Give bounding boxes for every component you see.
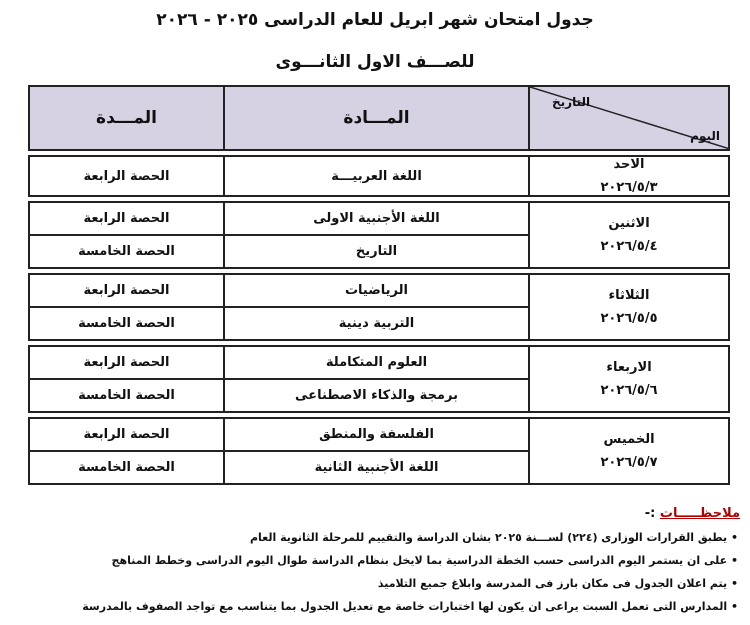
duration-cell: الحصة الخامسة (29, 235, 224, 268)
day-date: ٢٠٢٦/٥/٥ (600, 311, 658, 326)
duration-cell: الحصة الرابعة (29, 274, 224, 307)
day-cell (529, 418, 729, 484)
subject-header: المـــادة (224, 86, 529, 150)
day-name: الاثنين (608, 216, 650, 231)
subject-cell: التاريخ (224, 235, 529, 268)
subject-cell: اللغة الأجنبية الثانية (224, 451, 529, 484)
subject-cell: اللغة الأجنبية الاولى (224, 202, 529, 235)
schedule-body (29, 150, 729, 484)
day-date: ٢٠٢٦/٥/٧ (600, 455, 658, 470)
duration-cell: الحصة الرابعة (29, 346, 224, 379)
day-name: الثلاثاء (608, 288, 650, 303)
day-date: ٢٠٢٦/٥/٤ (600, 239, 658, 254)
table-row (29, 418, 729, 451)
day-date: ٢٠٢٦/٥/٦ (600, 383, 658, 398)
day-cell (529, 202, 729, 268)
notes-list (18, 526, 738, 618)
table-row (29, 274, 729, 307)
day-cell (529, 274, 729, 340)
duration-cell: الحصة الخامسة (29, 451, 224, 484)
note-item: • يتم اعلان الجدول فى مكان بارز فى المدرسة وابلاغ جميع التلاميذ (18, 572, 738, 595)
notes-title-suffix: :- (644, 506, 660, 521)
subject-cell: الفلسفة والمنطق (224, 418, 529, 451)
note-item: • المدارس التى تعمل السبت يراعى ان يكون لها اختبارات خاصة مع تعديل الجدول بما يتناسب مع تواجد الصفوف بالمدرسة (18, 595, 738, 618)
day-name: الاحد (613, 157, 645, 172)
notes-heading (645, 506, 740, 521)
day-cell (529, 156, 729, 196)
table-row (29, 156, 729, 196)
table-row (29, 346, 729, 379)
table-row (29, 202, 729, 235)
table-header-row (29, 86, 729, 150)
subject-cell: برمجة والذكاء الاصطناعى (224, 379, 529, 412)
page-subtitle: للصـــف الاول الثانـــوى (275, 52, 475, 72)
subject-cell: الرياضيات (224, 274, 529, 307)
duration-cell: الحصة الرابعة (29, 202, 224, 235)
date-day-header (529, 86, 729, 150)
duration-cell: الحصة الرابعة (29, 156, 224, 196)
day-name: الخميس (603, 432, 655, 447)
day-cell (529, 346, 729, 412)
day-name: الاربعاء (606, 360, 652, 375)
notes-title: ملاحظـــــات (659, 506, 740, 521)
note-item: • على ان يستمر اليوم الدراسى حسب الخطة الدراسية بما لايخل بنظام الدراسة طوال اليوم الدراسى وخطط المناهج (18, 549, 738, 572)
day-date: ٢٠٢٦/٥/٣ (600, 180, 658, 195)
duration-header: المـــدة (29, 86, 224, 150)
date-column-label: التاريخ (552, 95, 591, 109)
page-title: جدول امتحان شهر ابريل للعام الدراسى ٢٠٢٥ - ٢٠٢٦ (156, 10, 594, 30)
subject-cell: اللغة العربيـــة (224, 156, 529, 196)
duration-cell: الحصة الخامسة (29, 307, 224, 340)
duration-cell: الحصة الخامسة (29, 379, 224, 412)
note-item: • يطبق القرارات الوزارى (٢٢٤) لســـنة ٢٠٢٥ بشان الدراسة والتقييم للمرحلة الثانوية العام (18, 526, 738, 549)
day-column-label: اليوم (690, 129, 720, 143)
exam-schedule-table (28, 85, 730, 485)
subject-cell: العلوم المتكاملة (224, 346, 529, 379)
subject-cell: التربية دينية (224, 307, 529, 340)
duration-cell: الحصة الرابعة (29, 418, 224, 451)
